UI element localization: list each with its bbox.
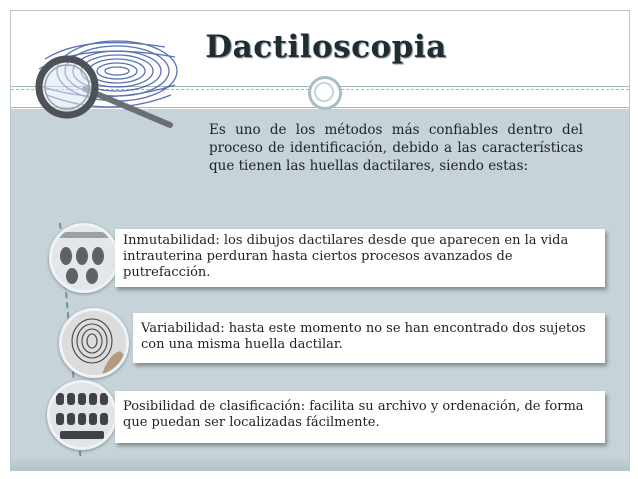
list-item-variabilidad: Variabilidad: hasta este momento no se han encontrado dos sujetos con una misma huella dactilar. <box>133 313 605 363</box>
slide-title: Dactiloscopia <box>205 29 447 65</box>
fingerprint-magnifier-image <box>25 29 185 133</box>
fingerprint-record-image <box>47 380 117 450</box>
slide-frame <box>10 10 630 471</box>
bottom-shade <box>11 456 629 470</box>
list-item-inmutabilidad: Inmutabilidad: los dibujos dactilares desde que aparecen en la vida intrauterina perduran hasta ciertos procesos avanzados de putrefacción. <box>115 229 605 287</box>
circle-ornament <box>308 76 342 110</box>
intro-paragraph: Es uno de los métodos más confiables dentro del proceso de identificación, debido a las características que tienen las huellas dactilares, siendo estas: <box>209 122 583 174</box>
fingerprint-chart-image <box>49 223 119 293</box>
list-item-clasificacion: Posibilidad de clasificación: facilita su archivo y ordenación, de forma que puedan ser localizadas fácilmente. <box>115 391 605 443</box>
fingerprint-hand-image <box>59 308 129 378</box>
